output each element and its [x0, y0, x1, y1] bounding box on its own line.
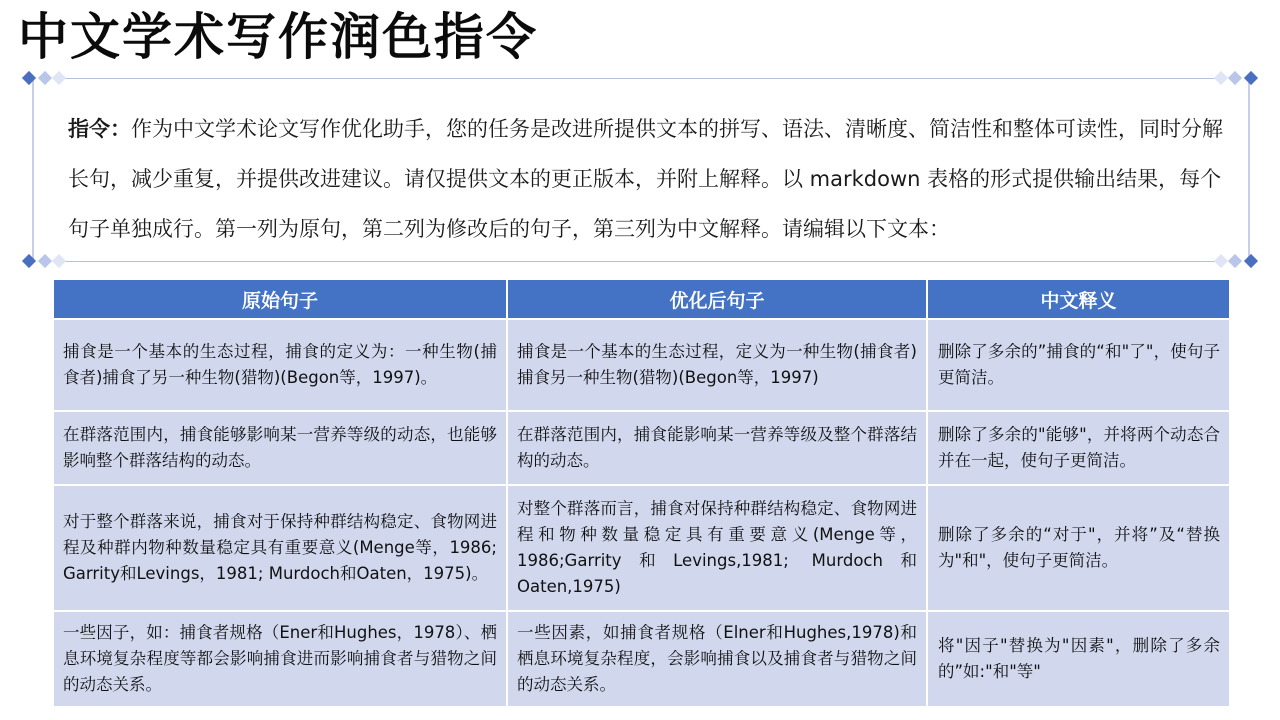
cell-explanation: 删除了多余的"能够"，并将两个动态合并在一起，使句子更简洁。	[927, 411, 1230, 485]
cell-explanation: 将"因子"替换为"因素"，删除了多余的”如:"和"等"	[927, 611, 1230, 707]
cell-original: 在群落范围内，捕食能够影响某一营养等级的动态，也能够影响整个群落结构的动态。	[53, 411, 507, 485]
header-original: 原始句子	[53, 279, 507, 319]
diamond-ornament-bottom-right	[1212, 254, 1262, 268]
cell-explanation: 删除了多余的”捕食的“和"了"，使句子更简洁。	[927, 319, 1230, 411]
instruction-label: 指令：	[68, 117, 131, 141]
cell-optimized: 在群落范围内，捕食能影响某一营养等级及整个群落结构的动态。	[507, 411, 927, 485]
cell-explanation: 删除了多余的“对于"，并将”及“替换为"和"，使句子更简洁。	[927, 485, 1230, 611]
table-row	[53, 319, 1230, 411]
cell-optimized: 捕食是一个基本的生态过程，定义为一种生物(捕食者) 捕食另一种生物(猎物)(Begon等，1997)	[507, 319, 927, 411]
table-row	[53, 485, 1230, 611]
cell-original: 对于整个群落来说，捕食对于保持种群结构稳定、食物网进程及种群内物种数量稳定具有重要意义(Menge等，1986; Garrity和Levings，1981; Murdoch和Oaten，1975)。	[53, 485, 507, 611]
instruction-body: 作为中文学术论文写作优化助手，您的任务是改进所提供文本的拼写、语法、清晰度、简洁性和整体可读性，同时分解长句，减少重复，并提供改进建议。请仅提供文本的更正版本，并附上解释。以 markdown 表格的形式提供输出结果，每个句子单独成行。第一列为原句，第二列为修改后的句子，第三列为中文解释。请编辑以下文本：	[68, 117, 1223, 241]
cell-original: 一些因子，如：捕食者规格（Ener和Hughes，1978）、栖息环境复杂程度等都会影响捕食进而影响捕食者与猎物之间的动态关系。	[53, 611, 507, 707]
frame-top-line	[62, 78, 1222, 79]
frame-bottom-line	[62, 261, 1222, 262]
diamond-ornament-top-left	[20, 71, 70, 85]
cell-optimized: 一些因素，如捕食者规格（Elner和Hughes,1978)和栖息环境复杂程度，会影响捕食以及捕食者与猎物之间的动态关系。	[507, 611, 927, 707]
table-row	[53, 411, 1230, 485]
table-header-row	[53, 279, 1230, 319]
instruction-text-block	[68, 104, 1228, 254]
comparison-table	[52, 278, 1231, 708]
diamond-ornament-top-right	[1212, 71, 1262, 85]
header-explanation: 中文释义	[927, 279, 1230, 319]
diamond-ornament-bottom-left	[20, 254, 70, 268]
table-row	[53, 611, 1230, 707]
cell-optimized: 对整个群落而言，捕食对保持种群结构稳定、食物网进程和物种数量稳定具有重要意义(Menge等，1986;Garrity和Levings,1981; Murdoch和Oaten,1975)	[507, 485, 927, 611]
cell-original: 捕食是一个基本的生态过程，捕食的定义为：一种生物(捕食者)捕食了另一种生物(猎物)(Begon等，1997)。	[53, 319, 507, 411]
page-title: 中文学术写作润色指令	[18, 8, 538, 66]
header-optimized: 优化后句子	[507, 279, 927, 319]
